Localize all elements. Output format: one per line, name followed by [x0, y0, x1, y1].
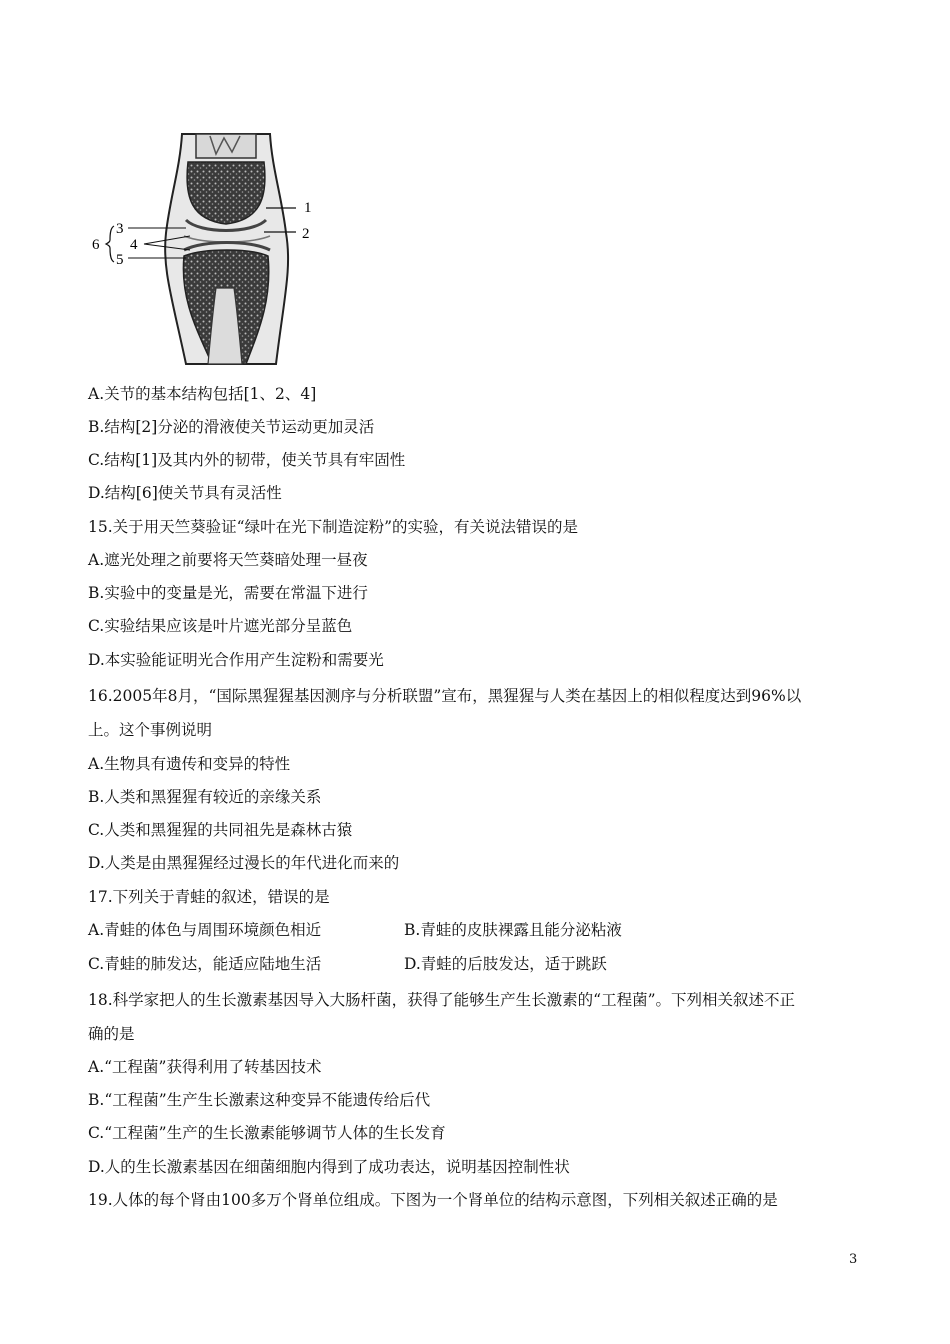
q14-option-d: D.结构[6]使关节具有灵活性	[88, 484, 282, 502]
label-1: 1	[304, 200, 312, 216]
label-5: 5	[116, 252, 124, 268]
q15-option-d: D.本实验能证明光合作用产生淀粉和需要光	[88, 651, 384, 669]
q16-option-c: C.人类和黑猩猩的共同祖先是森林古猿	[88, 821, 353, 839]
q17-stem: 17.下列关于青蛙的叙述，错误的是	[88, 888, 330, 906]
q18-option-d: D.人的生长激素基因在细菌细胞内得到了成功表达，说明基因控制性状	[88, 1158, 570, 1176]
q16-stem-line2: 上。这个事例说明	[88, 721, 213, 739]
q18-option-a: A.“工程菌”获得利用了转基因技术	[88, 1058, 322, 1076]
q17-option-a: A.青蛙的体色与周围环境颜色相近	[88, 921, 322, 939]
label-2: 2	[302, 226, 310, 242]
label-4: 4	[130, 237, 138, 253]
q16-option-a: A.生物具有遗传和变异的特性	[88, 755, 291, 773]
q16-option-d: D.人类是由黑猩猩经过漫长的年代进化而来的	[88, 854, 400, 872]
q14-option-c: C.结构[1]及其内外的韧带，使关节具有牢固性	[88, 451, 406, 469]
q18-stem-line2: 确的是	[88, 1025, 135, 1043]
joint-diagram	[92, 128, 340, 368]
q19-stem: 19.人体的每个肾由100多万个肾单位组成。下图为一个肾单位的结构示意图，下列相关叙述正确的是	[88, 1191, 778, 1209]
q17-option-b: B.青蛙的皮肤裸露且能分泌粘液	[404, 921, 622, 939]
q15-option-b: B.实验中的变量是光，需要在常温下进行	[88, 584, 368, 602]
q15-option-a: A.遮光处理之前要将天竺葵暗处理一昼夜	[88, 551, 368, 569]
q17-option-d: D.青蛙的后肢发达，适于跳跃	[404, 955, 607, 973]
upper-bone-shaft	[196, 134, 256, 158]
q18-option-b: B.“工程菌”生产生长激素这种变异不能遗传给后代	[88, 1091, 431, 1109]
q15-stem: 15.关于用天竺葵验证“绿叶在光下制造淀粉”的实验，有关说法错误的是	[88, 518, 579, 536]
q18-option-c: C.“工程菌”生产的生长激素能够调节人体的生长发育	[88, 1124, 446, 1142]
q16-option-b: B.人类和黑猩猩有较近的亲缘关系	[88, 788, 322, 806]
q17-option-c: C.青蛙的肺发达，能适应陆地生活	[88, 955, 322, 973]
q15-option-c: C.实验结果应该是叶片遮光部分呈蓝色	[88, 617, 353, 635]
q14-option-b: B.结构[2]分泌的滑液使关节运动更加灵活	[88, 418, 375, 436]
page-number: 3	[849, 1252, 858, 1267]
label-6: 6	[92, 237, 100, 253]
q18-stem-line1: 18.科学家把人的生长激素基因导入大肠杆菌，获得了能够生产生长激素的“工程菌”。下列相关叙述不正	[88, 991, 796, 1009]
label-3: 3	[116, 221, 124, 237]
q16-stem-line1: 16.2005年8月，“国际黑猩猩基因测序与分析联盟”宣布，黑猩猩与人类在基因上的相似程度达到96%以	[88, 687, 802, 705]
q14-option-a: A.关节的基本结构包括[1、2、4]	[88, 385, 317, 403]
